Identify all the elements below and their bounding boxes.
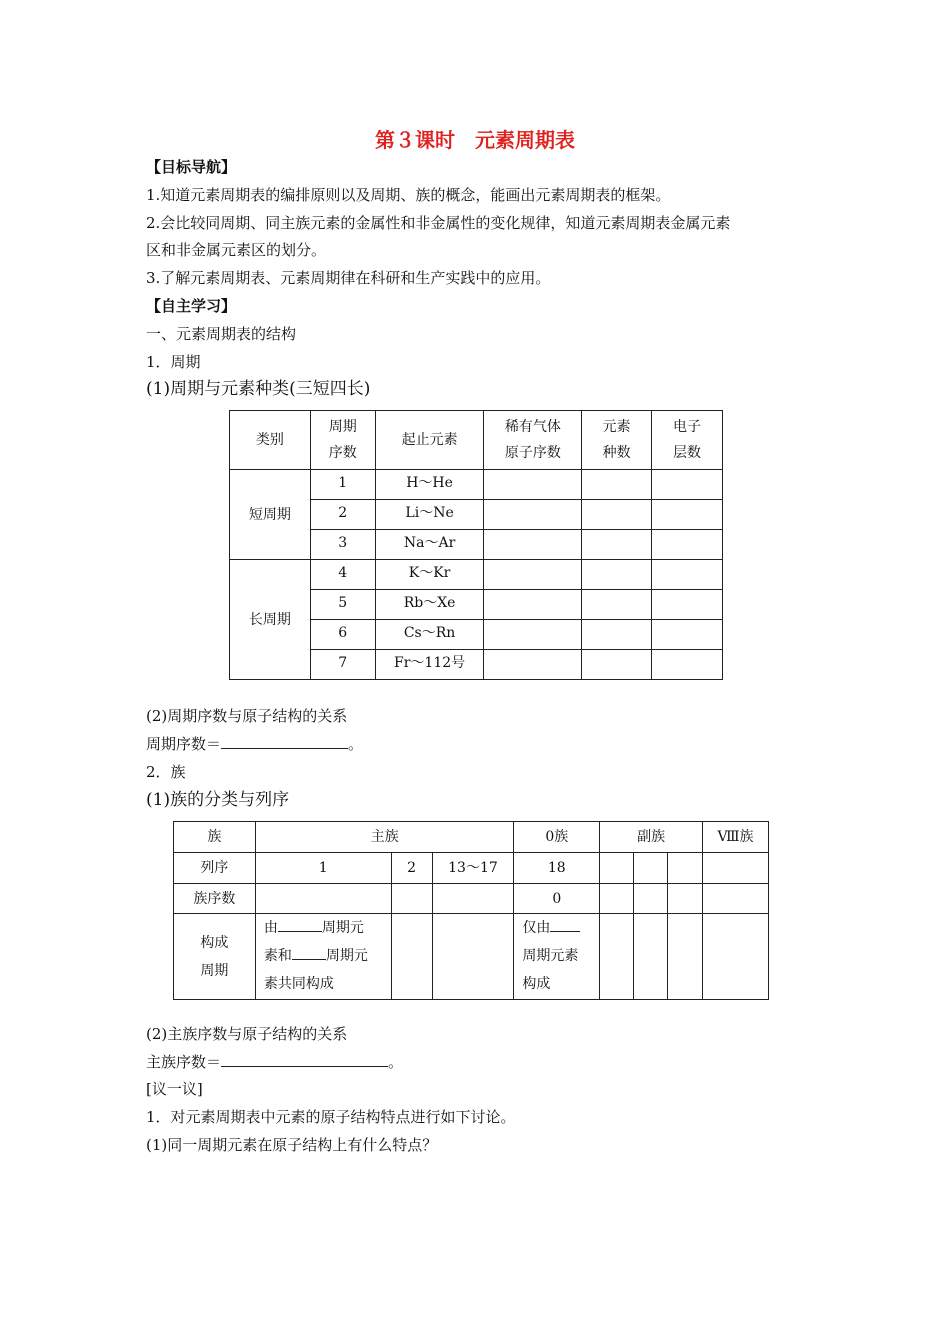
blank-cell	[391, 914, 432, 1000]
form-text: 构成	[522, 976, 551, 992]
goal-item: 1.知道元素周期表的编排原则以及周期、族的概念，能画出元素周期表的框架。	[146, 186, 671, 204]
blank-cell	[634, 914, 668, 1000]
goal-item: 区和非金属元素区的划分。	[146, 241, 327, 259]
main-group-form-cell	[255, 914, 391, 1000]
answer-blank[interactable]	[278, 917, 322, 932]
form-text: 素共同构成	[263, 976, 334, 992]
element-range: Fr～112号	[375, 650, 484, 680]
goal-item: 2.会比较同周期、同主族元素的金属性和非金属性的变化规律，知道元素周期表金属元素	[146, 214, 731, 232]
blank-cell	[652, 470, 723, 500]
header-cell: 副族	[600, 822, 703, 853]
fill-in-end: 。	[388, 1053, 404, 1071]
blank-cell	[703, 853, 769, 884]
section-goals-heading: 【目标导航】	[146, 158, 237, 176]
blank-cell	[668, 853, 703, 884]
row-label: 族序数	[174, 884, 256, 914]
blank-cell	[652, 560, 723, 590]
blank-cell	[634, 884, 668, 914]
element-range: Rb～Xe	[375, 590, 484, 620]
blank-cell	[652, 620, 723, 650]
header-cell: 0族	[514, 822, 600, 853]
header-cell: 主族	[255, 822, 514, 853]
header-cell: 稀有气体 原子序数	[484, 411, 582, 470]
form-text: 素和	[263, 948, 292, 964]
blank-cell	[582, 530, 652, 560]
blank-cell	[582, 620, 652, 650]
element-range: Li～Ne	[375, 500, 484, 530]
blank-cell	[634, 853, 668, 884]
header-cell: 族	[174, 822, 256, 853]
subsection-heading: 1．周期	[146, 353, 201, 371]
fill-in-label: 周期序数＝	[146, 735, 222, 753]
row-label: 构成 周期	[174, 914, 256, 1000]
subsection-heading: (2)主族序数与原子结构的关系	[146, 1025, 348, 1043]
header-cell: 周期 序数	[310, 411, 375, 470]
subsection-heading: (1)周期与元素种类(三短四长)	[146, 379, 371, 399]
row-label: 列序	[174, 853, 256, 884]
column-number: 1	[255, 853, 391, 884]
blank-cell	[652, 590, 723, 620]
period-number: 1	[310, 470, 375, 500]
form-text: 周期元	[321, 920, 364, 936]
period-number: 6	[310, 620, 375, 650]
blank-cell	[600, 914, 634, 1000]
header-cell: 类别	[230, 411, 311, 470]
blank-cell	[703, 884, 769, 914]
question: 1．对元素周期表中元素的原子结构特点进行如下讨论。	[146, 1108, 516, 1126]
blank-cell	[391, 884, 432, 914]
row-group-label: 长周期	[230, 560, 311, 680]
blank-cell	[703, 914, 769, 1000]
blank-cell	[600, 884, 634, 914]
element-range: Na～Ar	[375, 530, 484, 560]
column-number: 13～17	[432, 853, 514, 884]
part-heading: 一、元素周期表的结构	[146, 325, 297, 343]
answer-blank[interactable]	[221, 1052, 388, 1067]
period-table	[229, 410, 723, 680]
blank-cell	[652, 500, 723, 530]
element-range: Cs～Rn	[375, 620, 484, 650]
answer-blank[interactable]	[292, 945, 326, 960]
blank-cell	[484, 560, 582, 590]
blank-cell	[484, 590, 582, 620]
blank-cell	[600, 853, 634, 884]
column-number: 2	[391, 853, 432, 884]
subsection-heading: (2)周期序数与原子结构的关系	[146, 707, 348, 725]
page-title: 第３课时 元素周期表	[375, 128, 575, 152]
answer-blank[interactable]	[550, 917, 580, 932]
section-self-heading: 【自主学习】	[146, 297, 237, 315]
header-cell: Ⅷ族	[703, 822, 769, 853]
period-number: 7	[310, 650, 375, 680]
blank-cell	[484, 470, 582, 500]
goal-item: 3.了解元素周期表、元素周期律在科研和生产实践中的应用。	[146, 269, 551, 287]
blank-cell	[484, 500, 582, 530]
period-number: 2	[310, 500, 375, 530]
period-number: 4	[310, 560, 375, 590]
form-text: 仅由	[522, 920, 551, 936]
blank-cell	[668, 884, 703, 914]
element-range: H～He	[375, 470, 484, 500]
fill-in-line	[146, 734, 363, 754]
header-cell: 电子 层数	[652, 411, 723, 470]
zero-group-form-cell	[514, 914, 600, 1000]
question: (1)同一周期元素在原子结构上有什么特点？	[146, 1136, 438, 1154]
blank-cell	[668, 914, 703, 1000]
blank-cell	[484, 530, 582, 560]
blank-cell	[582, 560, 652, 590]
header-cell: 起止元素	[375, 411, 484, 470]
blank-cell	[484, 650, 582, 680]
period-number: 3	[310, 530, 375, 560]
blank-cell	[432, 914, 514, 1000]
blank-cell	[582, 650, 652, 680]
header-cell: 元素 种数	[582, 411, 652, 470]
form-text: 周期元	[325, 948, 368, 964]
fill-in-end: 。	[348, 735, 364, 753]
blank-cell	[652, 530, 723, 560]
blank-cell	[255, 884, 391, 914]
discussion-heading: [议一议]	[146, 1080, 203, 1098]
period-number: 5	[310, 590, 375, 620]
blank-cell	[652, 650, 723, 680]
blank-cell	[432, 884, 514, 914]
fill-in-label: 主族序数＝	[146, 1053, 222, 1071]
blank-cell	[582, 590, 652, 620]
fill-in-line	[146, 1052, 403, 1072]
form-text: 由	[263, 920, 278, 936]
column-number: 18	[514, 853, 600, 884]
answer-blank[interactable]	[221, 734, 348, 749]
subsection-heading: 2．族	[146, 763, 186, 781]
form-text: 周期元素	[522, 948, 579, 964]
blank-cell	[582, 500, 652, 530]
row-group-label: 短周期	[230, 470, 311, 560]
group-table	[173, 821, 769, 1000]
blank-cell	[582, 470, 652, 500]
blank-cell	[484, 620, 582, 650]
element-range: K～Kr	[375, 560, 484, 590]
group-number: 0	[514, 884, 600, 914]
subsection-heading: (1)族的分类与列序	[146, 790, 290, 810]
